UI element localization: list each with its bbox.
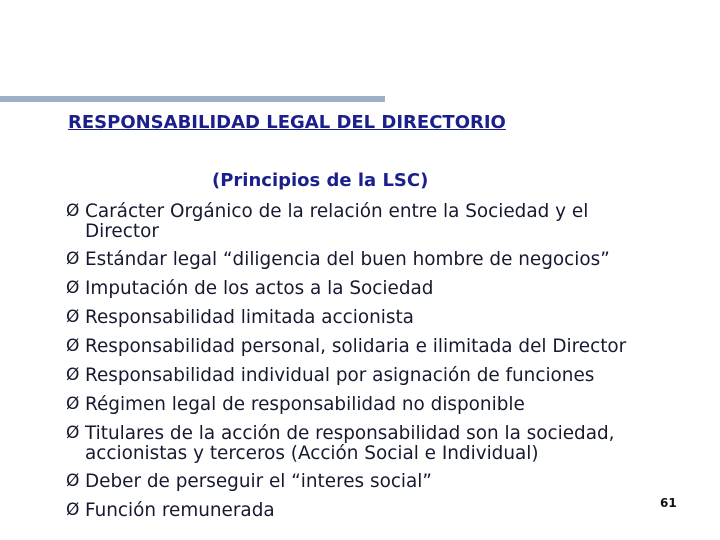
bullet-item xyxy=(66,332,686,361)
bullet-list xyxy=(66,197,686,525)
bullet-item xyxy=(66,496,686,525)
bullet-text: Deber de perseguir el “interes social” xyxy=(85,471,432,492)
bullet-item xyxy=(66,467,686,496)
bullet-text: Carácter Orgánico de la relación entre la Sociedad y el xyxy=(85,201,589,222)
slide-subtitle: (Principios de la LSC) xyxy=(212,170,429,191)
accent-bar xyxy=(0,96,385,102)
arrow-bullet-icon: Ø xyxy=(66,365,80,385)
bullet-item xyxy=(66,303,686,332)
arrow-bullet-icon: Ø xyxy=(66,201,80,221)
arrow-bullet-icon: Ø xyxy=(66,423,80,443)
arrow-bullet-icon: Ø xyxy=(66,500,80,520)
arrow-bullet-icon: Ø xyxy=(66,336,80,356)
bullet-text: Responsabilidad individual por asignación de funciones xyxy=(85,365,595,386)
bullet-item xyxy=(66,390,686,419)
bullet-text: Responsabilidad limitada accionista xyxy=(85,307,414,328)
bullet-text: Estándar legal “diligencia del buen hombre de negocios” xyxy=(85,249,610,270)
bullet-text: Régimen legal de responsabilidad no disponible xyxy=(85,394,525,415)
bullet-item xyxy=(66,245,686,274)
arrow-bullet-icon: Ø xyxy=(66,394,80,414)
bullet-text: Responsabilidad personal, solidaria e ilimitada del Director xyxy=(85,336,627,357)
bullet-item xyxy=(66,419,686,465)
arrow-bullet-icon: Ø xyxy=(66,278,80,298)
bullet-item xyxy=(66,197,686,243)
bullet-item xyxy=(66,361,686,390)
bullet-text-continuation: accionistas y terceros (Acción Social e Individual) xyxy=(85,443,539,464)
bullet-text: Imputación de los actos a la Sociedad xyxy=(85,278,434,299)
bullet-text: Función remunerada xyxy=(85,500,275,521)
slide-title: RESPONSABILIDAD LEGAL DEL DIRECTORIO xyxy=(68,112,506,133)
arrow-bullet-icon: Ø xyxy=(66,249,80,269)
arrow-bullet-icon: Ø xyxy=(66,307,80,327)
bullet-item xyxy=(66,274,686,303)
arrow-bullet-icon: Ø xyxy=(66,471,80,491)
bullet-text-continuation: Director xyxy=(85,221,159,242)
bullet-text: Titulares de la acción de responsabilidad son la sociedad, xyxy=(85,423,615,444)
page-number: 61 xyxy=(660,496,677,510)
